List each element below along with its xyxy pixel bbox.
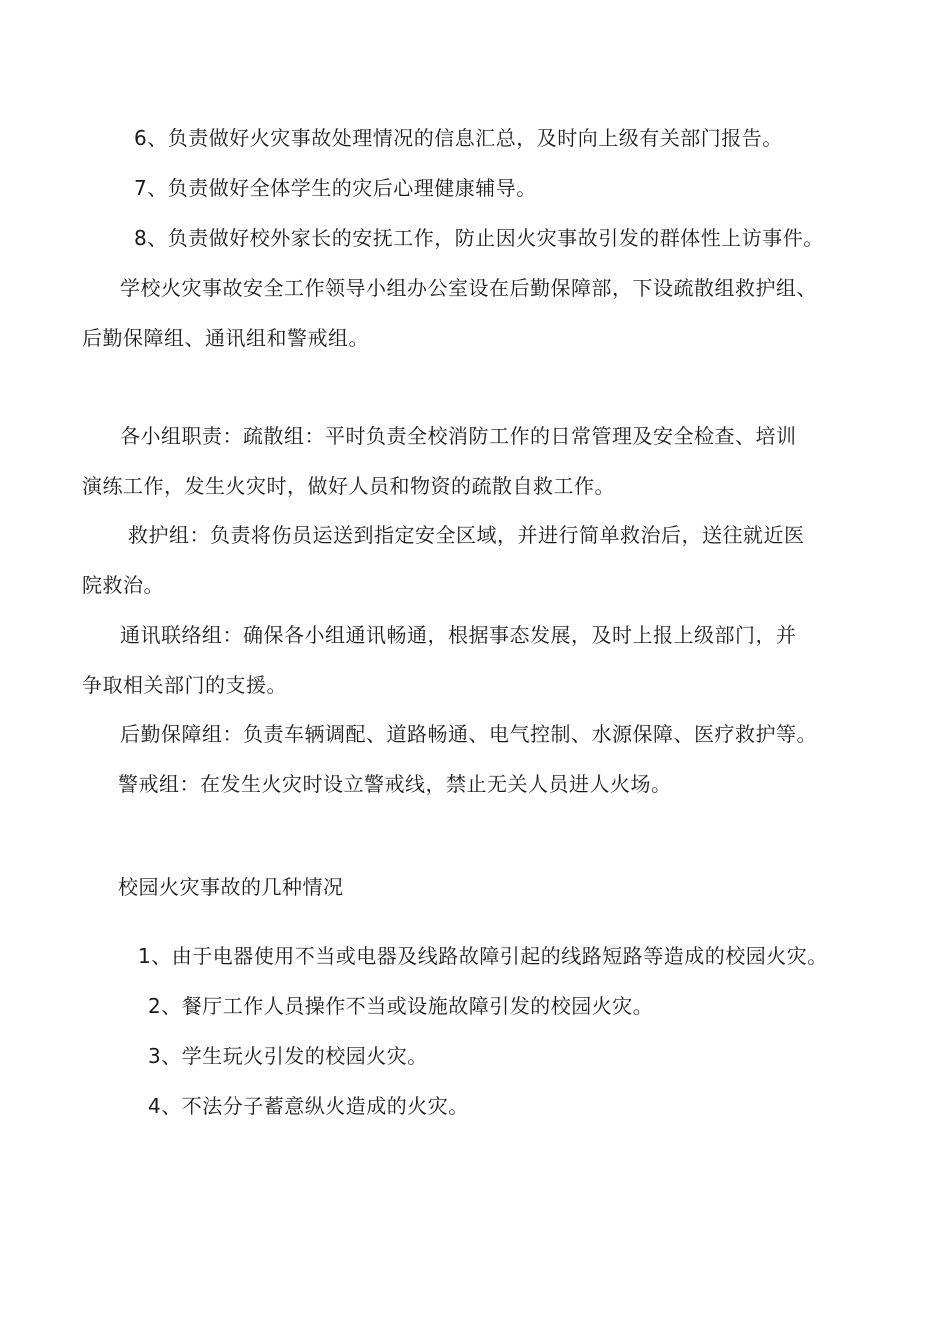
logistics-group-line: 后勤保障组：负责车辆调配、道路畅通、电气控制、水源保障、医疗救护等。 <box>120 722 817 746</box>
evacuation-group-line-2: 演练工作，发生火灾时，做好人员和物资的疏散自救工作。 <box>82 474 615 498</box>
situation-item-1: 1、由于电器使用不当或电器及线路故障引起的线路短路等造成的校园火灾。 <box>138 944 828 968</box>
evacuation-group-line-1: 各小组职责：疏散组：平时负责全校消防工作的日常管理及安全检查、培训 <box>120 424 797 448</box>
office-paragraph-line-2: 后勤保障组、通讯组和警戒组。 <box>82 326 369 350</box>
duty-item-7: 7、负责做好全体学生的灾后心理健康辅导。 <box>134 176 537 200</box>
situation-item-2: 2、餐厅工作人员操作不当或设施故障引发的校园火灾。 <box>148 994 654 1018</box>
duty-item-8: 8、负责做好校外家长的安抚工作，防止因火灾事故引发的群体性上访事件。 <box>134 226 824 250</box>
office-paragraph-line-1: 学校火灾事故安全工作领导小组办公室设在后勤保障部，下设疏散组救护组、 <box>120 276 817 300</box>
situation-item-4: 4、不法分子蓄意纵火造成的火灾。 <box>148 1094 469 1118</box>
rescue-group-line-2: 院救治。 <box>82 573 164 597</box>
communication-group-line-2: 争取相关部门的支援。 <box>82 673 287 697</box>
duty-item-6: 6、负责做好火灾事故处理情况的信息汇总，及时向上级有关部门报告。 <box>134 126 783 150</box>
situations-heading: 校园火灾事故的几种情况 <box>118 875 344 899</box>
security-group-line: 警戒组：在发生火灾时设立警戒线，禁止无关人员进人火场。 <box>118 772 672 796</box>
situation-item-3: 3、学生玩火引发的校园火灾。 <box>148 1044 428 1068</box>
rescue-group-line-1: 救护组：负责将伤员运送到指定安全区域，并进行简单救治后，送往就近医 <box>128 523 805 547</box>
communication-group-line-1: 通讯联络组：确保各小组通讯畅通，根据事态发展，及时上报上级部门，并 <box>120 623 797 647</box>
